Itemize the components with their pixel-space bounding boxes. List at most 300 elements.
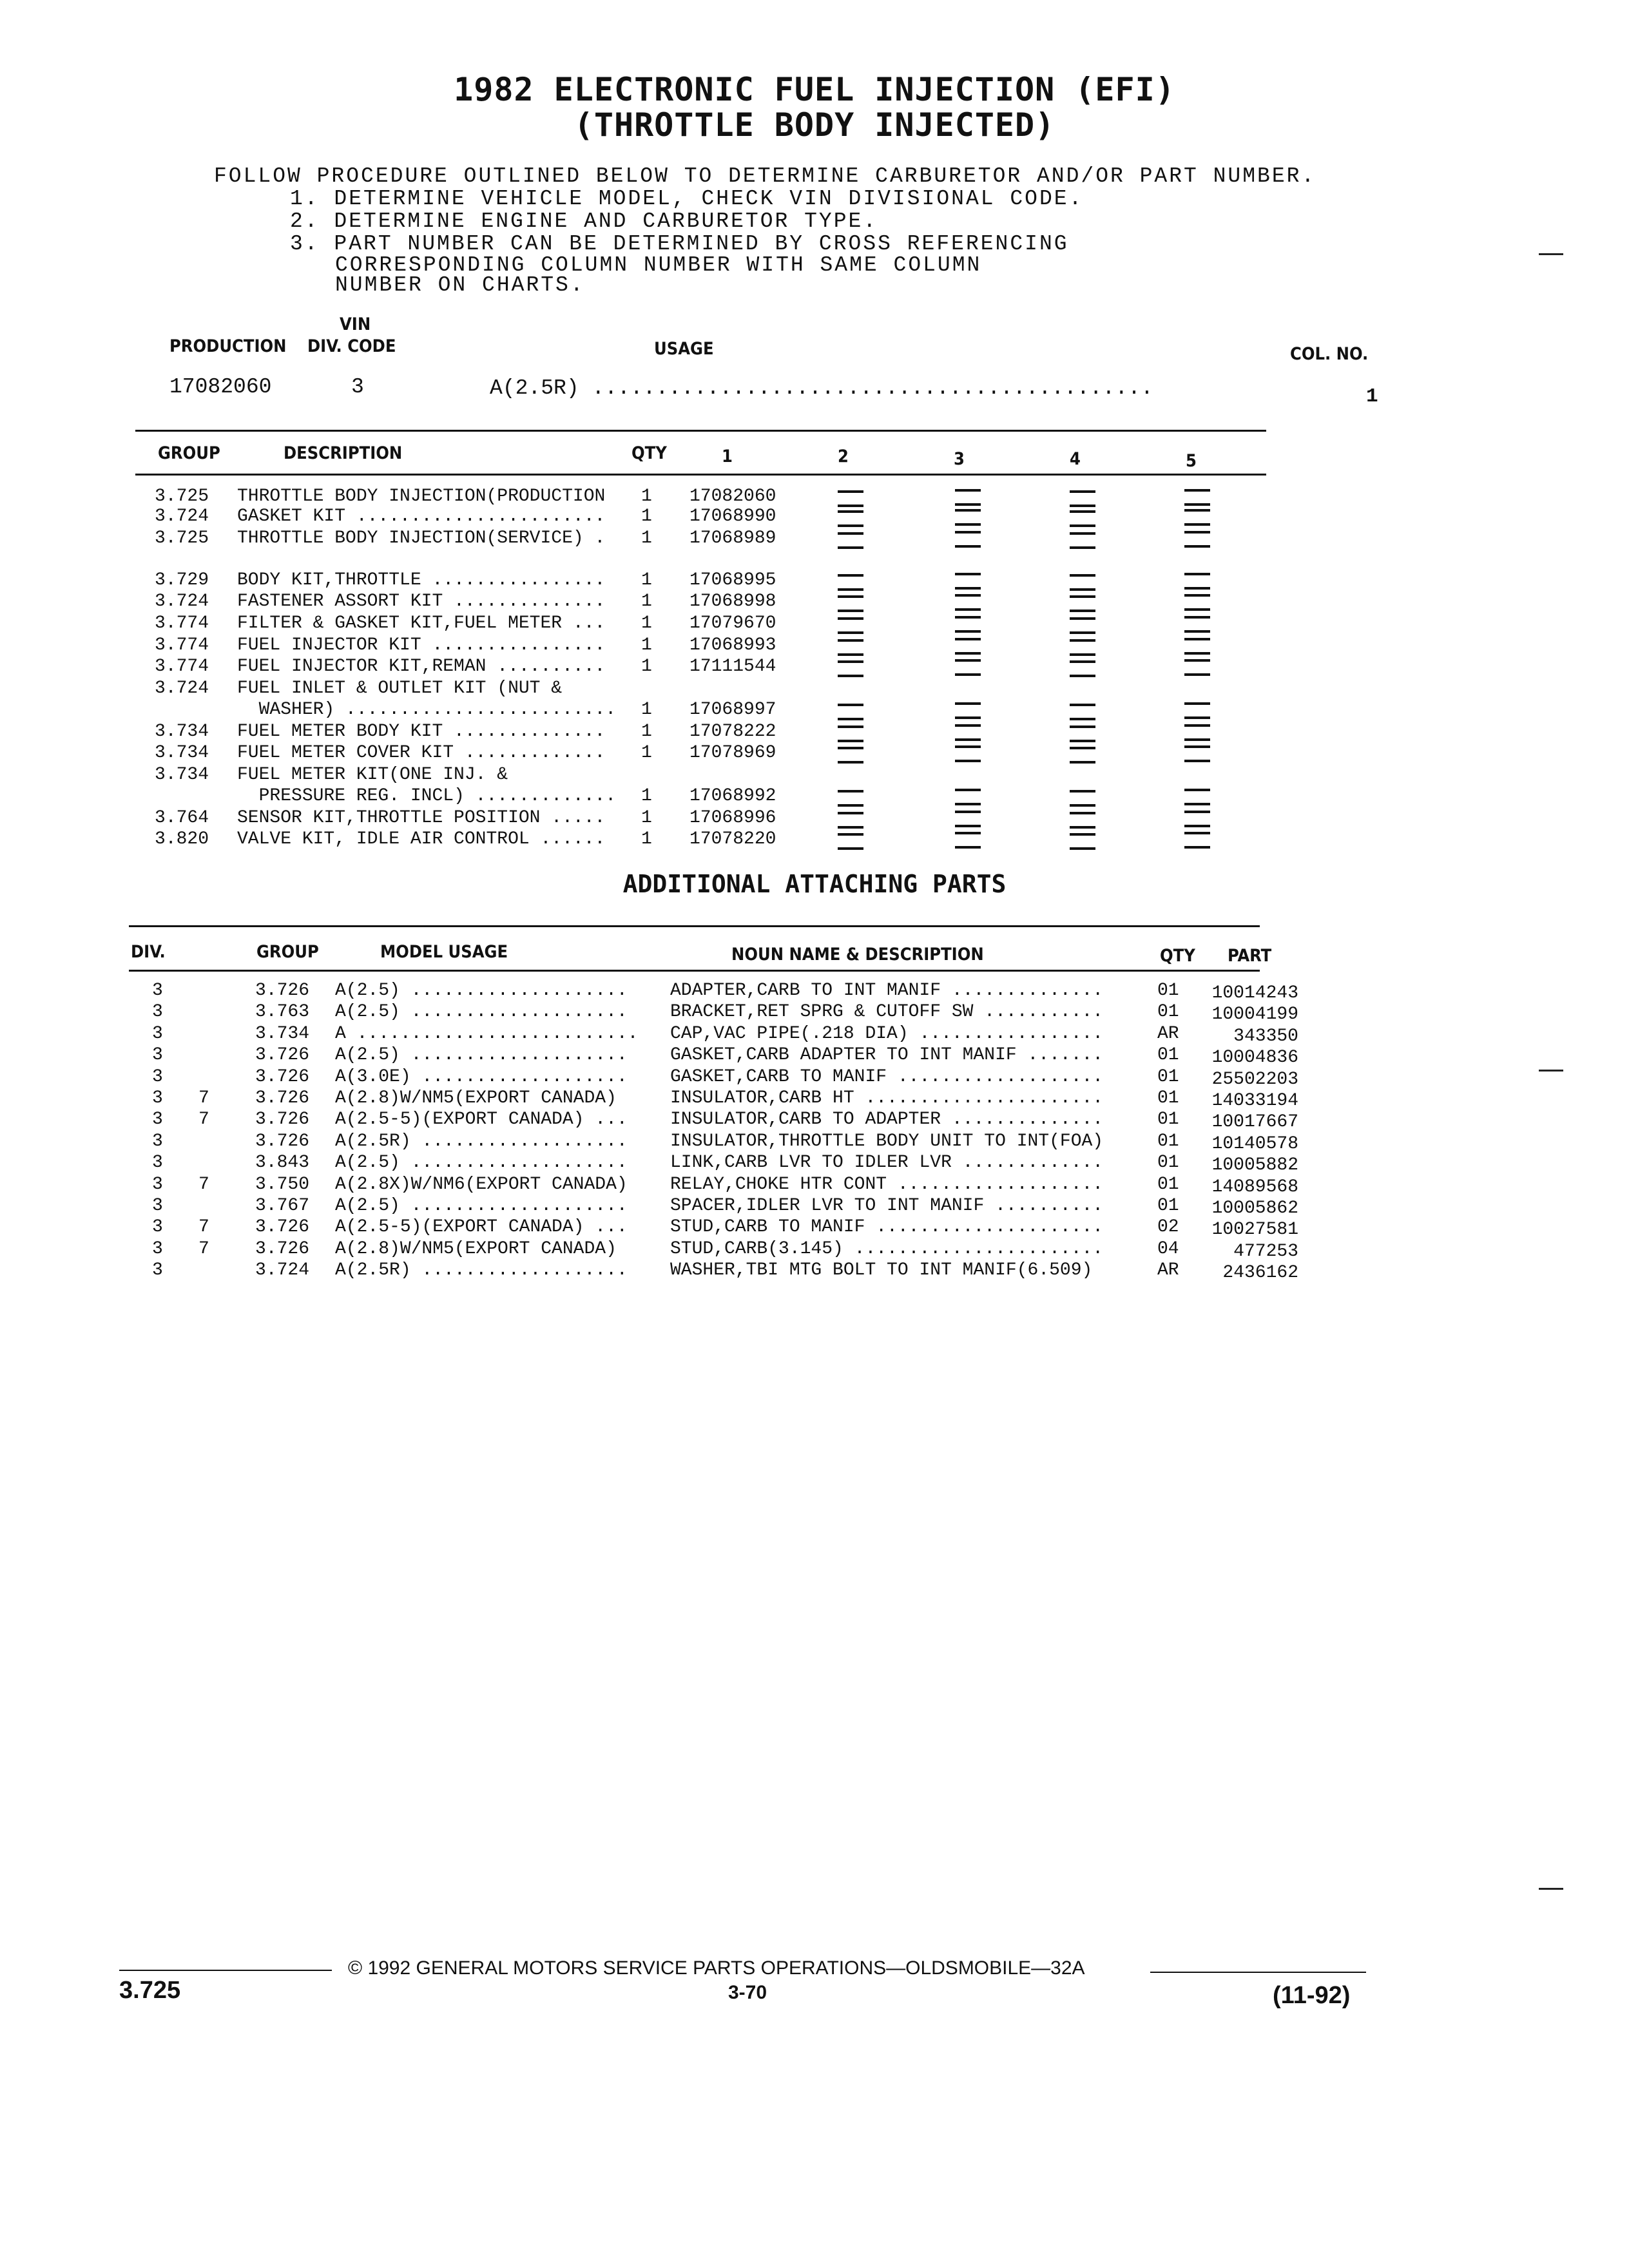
- add-part-number: 10017667: [1211, 1112, 1298, 1132]
- part-group: 3.725: [155, 528, 209, 548]
- empty-column-dash: [1070, 588, 1095, 591]
- add-group: 3.726: [255, 981, 310, 1001]
- procedure-step-1: 1. DETERMINE VEHICLE MODEL, CHECK VIN DIVISIONAL CODE.: [290, 187, 1084, 211]
- add-group: 3.843: [255, 1153, 310, 1173]
- part-number: 17068992: [689, 786, 776, 806]
- part-group: 3.774: [155, 613, 209, 633]
- empty-column-dash: [955, 825, 981, 827]
- empty-column-dash: [1184, 724, 1210, 727]
- empty-column-dash: [955, 673, 981, 676]
- empty-column-dash: [838, 726, 863, 728]
- add-div: 3: [152, 1024, 163, 1044]
- empty-column-dash: [838, 790, 863, 793]
- div-code-header: DIV. CODE: [307, 336, 396, 356]
- part-description: FUEL INJECTOR KIT,REMAN ..........: [237, 657, 606, 677]
- qty-header: QTY: [631, 443, 667, 463]
- margin-mark: [1539, 1888, 1563, 1890]
- part-qty: 1: [641, 657, 652, 677]
- empty-column-dash: [1184, 745, 1210, 748]
- empty-column-dash: [1184, 832, 1210, 834]
- page-subtitle: (THROTTLE BODY INJECTED): [574, 106, 1055, 144]
- empty-column-dash: [1184, 608, 1210, 611]
- empty-column-dash: [1184, 702, 1210, 705]
- empty-column-dash: [1184, 630, 1210, 633]
- part-number: 17079670: [689, 613, 776, 633]
- part-group: 3.729: [155, 570, 209, 590]
- add-vin-code: 7: [198, 1088, 209, 1108]
- empty-column-dash: [1070, 510, 1095, 513]
- add-noun-description: RELAY,CHOKE HTR CONT ...................: [670, 1175, 1104, 1195]
- empty-column-dash: [1184, 531, 1210, 533]
- empty-column-dash: [1070, 740, 1095, 742]
- add-group-header: GROUP: [256, 942, 319, 962]
- add-div: 3: [152, 1088, 163, 1108]
- add-group: 3.750: [255, 1175, 310, 1195]
- usage-model: A(2.5R) ............................................: [490, 376, 1153, 400]
- add-qty: 01: [1157, 1088, 1179, 1108]
- empty-column-dash: [838, 546, 863, 549]
- add-model-usage: A(2.5) ....................: [335, 1002, 628, 1022]
- part-description: FASTENER ASSORT KIT ..............: [237, 591, 606, 611]
- empty-column-dash: [1070, 704, 1095, 706]
- add-model-usage: A(3.0E) ...................: [335, 1067, 628, 1087]
- part-group: 3.724: [155, 506, 209, 526]
- add-div: 3: [152, 981, 163, 1001]
- empty-column-dash: [838, 804, 863, 807]
- add-part-number: 10004199: [1211, 1004, 1298, 1024]
- empty-column-dash: [955, 738, 981, 741]
- col-no-header: COL. NO.: [1290, 344, 1369, 364]
- empty-column-dash: [1070, 631, 1095, 634]
- part-qty: 1: [641, 808, 652, 828]
- add-model-usage: A(2.5-5)(EXPORT CANADA) ...: [335, 1110, 628, 1129]
- empty-column-dash: [838, 847, 863, 850]
- procedure-step-3-cont: CORRESPONDING COLUMN NUMBER WITH SAME COLUMN: [335, 253, 982, 277]
- add-model-usage: A(2.5) ....................: [335, 981, 628, 1001]
- part-number: 17078969: [689, 743, 776, 763]
- part-description: PRESSURE REG. INCL) .............: [237, 786, 617, 806]
- part-description: FUEL INLET & OUTLET KIT (NUT &: [237, 678, 563, 698]
- empty-column-dash: [955, 724, 981, 727]
- add-part-number: 10005882: [1211, 1155, 1298, 1175]
- empty-column-dash: [1184, 803, 1210, 805]
- part-qty: 1: [641, 486, 652, 506]
- empty-column-dash: [1184, 738, 1210, 741]
- add-div: 3: [152, 1217, 163, 1237]
- empty-column-dash: [838, 761, 863, 764]
- add-div: 3: [152, 1110, 163, 1129]
- add-div: 3: [152, 1131, 163, 1151]
- part-description: FUEL INJECTOR KIT ................: [237, 635, 606, 655]
- add-part-number: 2436162: [1222, 1263, 1298, 1283]
- add-part-number: 14089568: [1211, 1177, 1298, 1197]
- margin-mark: [1539, 1070, 1563, 1072]
- empty-column-dash: [1184, 811, 1210, 813]
- add-part-number: 343350: [1233, 1026, 1298, 1046]
- add-qty: 01: [1157, 1196, 1179, 1216]
- part-description: THROTTLE BODY INJECTION(SERVICE) .: [237, 528, 606, 548]
- revision-date: (11-92): [1273, 1982, 1351, 2009]
- add-part-number: 477253: [1233, 1242, 1298, 1262]
- group-header: GROUP: [158, 443, 220, 463]
- add-noun-description: STUD,CARB(3.145) .......................: [670, 1239, 1104, 1259]
- empty-column-dash: [1184, 503, 1210, 506]
- part-description: WASHER) .........................: [237, 700, 617, 720]
- empty-column-dash: [838, 718, 863, 720]
- add-div: 3: [152, 1067, 163, 1087]
- empty-column-dash: [1184, 638, 1210, 640]
- part-number: 17068989: [689, 528, 776, 548]
- empty-column-dash: [838, 505, 863, 507]
- add-group: 3.726: [255, 1110, 310, 1129]
- empty-column-dash: [1070, 826, 1095, 829]
- add-model-usage: A(2.5) ....................: [335, 1153, 628, 1173]
- empty-column-dash: [838, 675, 863, 677]
- part-description: FUEL METER KIT(ONE INJ. &: [237, 765, 508, 785]
- parts-top-rule: [135, 430, 1266, 432]
- add-vin-code: 7: [198, 1217, 209, 1237]
- add-vin-code: 7: [198, 1175, 209, 1195]
- usage-div-code: 3: [351, 375, 364, 399]
- part-group: 3.734: [155, 743, 209, 763]
- add-div: 3: [152, 1045, 163, 1065]
- add-group: 3.767: [255, 1196, 310, 1216]
- empty-column-dash: [1070, 546, 1095, 549]
- add-group: 3.726: [255, 1045, 310, 1065]
- procedure-intro: FOLLOW PROCEDURE OUTLINED BELOW TO DETERMINE CARBURETOR AND/OR PART NUMBER.: [214, 164, 1316, 188]
- noun-header: NOUN NAME & DESCRIPTION: [731, 945, 984, 965]
- empty-column-dash: [955, 789, 981, 791]
- part-number: 17111544: [689, 657, 776, 677]
- col-3-header: 3: [954, 449, 965, 469]
- part-header: PART: [1228, 946, 1272, 966]
- add-group: 3.726: [255, 1217, 310, 1237]
- part-number: 17082060: [689, 486, 776, 506]
- empty-column-dash: [1184, 652, 1210, 655]
- empty-column-dash: [1184, 489, 1210, 492]
- footer-rule-right: [1150, 1972, 1366, 1973]
- add-noun-description: LINK,CARB LVR TO IDLER LVR .............: [670, 1153, 1104, 1173]
- add-div: 3: [152, 1153, 163, 1173]
- empty-column-dash: [955, 652, 981, 655]
- empty-column-dash: [838, 704, 863, 706]
- empty-column-dash: [838, 833, 863, 836]
- add-group: 3.734: [255, 1024, 310, 1044]
- add-noun-description: BRACKET,RET SPRG & CUTOFF SW ...........: [670, 1002, 1104, 1022]
- empty-column-dash: [1070, 804, 1095, 807]
- empty-column-dash: [1184, 594, 1210, 597]
- empty-column-dash: [838, 812, 863, 814]
- part-group: 3.734: [155, 765, 209, 785]
- part-number: 17068997: [689, 700, 776, 720]
- part-qty: 1: [641, 528, 652, 548]
- page-title: 1982 ELECTRONIC FUEL INJECTION (EFI): [454, 71, 1175, 108]
- empty-column-dash: [955, 659, 981, 662]
- add-noun-description: GASKET,CARB TO MANIF ...................: [670, 1067, 1104, 1087]
- empty-column-dash: [1184, 760, 1210, 762]
- add-part-number: 25502203: [1211, 1070, 1298, 1090]
- add-noun-description: INSULATOR,CARB HT ......................: [670, 1088, 1104, 1108]
- add-vin-code: 7: [198, 1110, 209, 1129]
- add-model-usage: A(2.5R) ...................: [335, 1260, 628, 1280]
- add-noun-description: SPACER,IDLER LVR TO INT MANIF ..........: [670, 1196, 1104, 1216]
- empty-column-dash: [1184, 659, 1210, 662]
- empty-column-dash: [955, 846, 981, 849]
- empty-column-dash: [838, 610, 863, 612]
- empty-column-dash: [1070, 726, 1095, 728]
- add-group: 3.726: [255, 1131, 310, 1151]
- empty-column-dash: [1070, 847, 1095, 850]
- add-div: 3: [152, 1239, 163, 1259]
- col-1-header: 1: [722, 447, 733, 466]
- part-qty: 1: [641, 722, 652, 742]
- empty-column-dash: [1070, 718, 1095, 720]
- empty-column-dash: [955, 630, 981, 633]
- part-qty: 1: [641, 743, 652, 763]
- empty-column-dash: [955, 503, 981, 506]
- add-qty: 01: [1157, 1131, 1179, 1151]
- add-qty: AR: [1157, 1024, 1179, 1044]
- part-qty: 1: [641, 829, 652, 849]
- empty-column-dash: [838, 740, 863, 742]
- empty-column-dash: [1070, 610, 1095, 612]
- part-group: 3.725: [155, 486, 209, 506]
- empty-column-dash: [955, 587, 981, 590]
- part-group: 3.734: [155, 722, 209, 742]
- part-number: 17068996: [689, 808, 776, 828]
- empty-column-dash: [955, 616, 981, 619]
- empty-column-dash: [1070, 812, 1095, 814]
- empty-column-dash: [955, 531, 981, 533]
- empty-column-dash: [1184, 545, 1210, 548]
- part-qty: 1: [641, 786, 652, 806]
- empty-column-dash: [838, 826, 863, 829]
- empty-column-dash: [838, 574, 863, 577]
- empty-column-dash: [955, 803, 981, 805]
- add-group: 3.724: [255, 1260, 310, 1280]
- empty-column-dash: [955, 760, 981, 762]
- empty-column-dash: [1070, 761, 1095, 764]
- parts-header-rule: [135, 474, 1266, 476]
- empty-column-dash: [955, 573, 981, 575]
- part-number: 17068993: [689, 635, 776, 655]
- procedure-step-2: 2. DETERMINE ENGINE AND CARBURETOR TYPE.: [290, 209, 878, 233]
- empty-column-dash: [955, 608, 981, 611]
- description-header: DESCRIPTION: [284, 443, 403, 463]
- part-group: 3.774: [155, 657, 209, 677]
- add-model-usage: A(2.8)W/NM5(EXPORT CANADA): [335, 1239, 617, 1259]
- section-number: 3.725: [119, 1977, 181, 2004]
- add-vin-code: 7: [198, 1239, 209, 1259]
- additional-parts-title: ADDITIONAL ATTACHING PARTS: [622, 870, 1007, 898]
- add-qty: 04: [1157, 1239, 1179, 1259]
- empty-column-dash: [838, 532, 863, 535]
- add-group: 3.726: [255, 1088, 310, 1108]
- add-noun-description: INSULATOR,CARB TO ADAPTER ..............: [670, 1110, 1104, 1129]
- add-part-number: 10027581: [1211, 1220, 1298, 1240]
- empty-column-dash: [1184, 716, 1210, 719]
- add-noun-description: CAP,VAC PIPE(.218 DIA) .................: [670, 1024, 1104, 1044]
- empty-column-dash: [955, 509, 981, 512]
- add-part-number: 10014243: [1211, 983, 1298, 1003]
- empty-column-dash: [955, 594, 981, 597]
- part-qty: 1: [641, 613, 652, 633]
- empty-column-dash: [838, 747, 863, 749]
- add-qty: 01: [1157, 1153, 1179, 1173]
- add-noun-description: ADAPTER,CARB TO INT MANIF ..............: [670, 981, 1104, 1001]
- empty-column-dash: [1070, 833, 1095, 836]
- part-group: 3.764: [155, 808, 209, 828]
- part-qty: 1: [641, 700, 652, 720]
- empty-column-dash: [1070, 653, 1095, 656]
- empty-column-dash: [955, 523, 981, 526]
- add-noun-description: GASKET,CARB ADAPTER TO INT MANIF .......: [670, 1045, 1104, 1065]
- add-model-usage: A(2.8X)W/NM6(EXPORT CANADA): [335, 1175, 628, 1195]
- empty-column-dash: [955, 638, 981, 640]
- empty-column-dash: [1184, 616, 1210, 619]
- add-div: 3: [152, 1260, 163, 1280]
- empty-column-dash: [1070, 574, 1095, 577]
- part-description: SENSOR KIT,THROTTLE POSITION .....: [237, 808, 606, 828]
- part-number: 17068995: [689, 570, 776, 590]
- model-usage-header: MODEL USAGE: [380, 942, 508, 962]
- add-group: 3.726: [255, 1067, 310, 1087]
- add-qty: AR: [1157, 1260, 1179, 1280]
- empty-column-dash: [955, 745, 981, 748]
- part-group: 3.820: [155, 829, 209, 849]
- additional-top-rule: [129, 925, 1260, 927]
- empty-column-dash: [1070, 660, 1095, 663]
- part-group: 3.724: [155, 678, 209, 698]
- add-qty: 01: [1157, 1045, 1179, 1065]
- empty-column-dash: [955, 716, 981, 719]
- empty-column-dash: [1070, 532, 1095, 535]
- part-description: GASKET KIT .......................: [237, 506, 606, 526]
- vin-label: VIN: [340, 314, 371, 334]
- empty-column-dash: [838, 510, 863, 513]
- empty-column-dash: [1184, 825, 1210, 827]
- production-header: PRODUCTION: [169, 336, 287, 356]
- empty-column-dash: [1184, 789, 1210, 791]
- add-noun-description: INSULATOR,THROTTLE BODY UNIT TO INT(FOA): [670, 1131, 1104, 1151]
- part-qty: 1: [641, 635, 652, 655]
- empty-column-dash: [1070, 675, 1095, 677]
- add-group: 3.726: [255, 1239, 310, 1259]
- empty-column-dash: [838, 490, 863, 493]
- empty-column-dash: [955, 832, 981, 834]
- usage-col-number: 1: [1366, 385, 1378, 408]
- part-description: FUEL METER COVER KIT .............: [237, 743, 606, 763]
- add-qty: 01: [1157, 1110, 1179, 1129]
- margin-mark: [1539, 253, 1563, 255]
- empty-column-dash: [1070, 790, 1095, 793]
- empty-column-dash: [1184, 509, 1210, 512]
- usage-production-number: 17082060: [169, 375, 272, 399]
- part-group: 3.774: [155, 635, 209, 655]
- empty-column-dash: [1184, 587, 1210, 590]
- empty-column-dash: [1184, 573, 1210, 575]
- col-2-header: 2: [838, 447, 849, 466]
- add-qty: 01: [1157, 981, 1179, 1001]
- procedure-step-3: 3. PART NUMBER CAN BE DETERMINED BY CROSS REFERENCING: [290, 232, 1069, 256]
- part-qty: 1: [641, 570, 652, 590]
- empty-column-dash: [1070, 595, 1095, 598]
- empty-column-dash: [838, 631, 863, 634]
- empty-column-dash: [1070, 747, 1095, 749]
- part-group: 3.724: [155, 591, 209, 611]
- empty-column-dash: [1070, 639, 1095, 642]
- empty-column-dash: [838, 660, 863, 663]
- part-qty: 1: [641, 591, 652, 611]
- add-model-usage: A(2.8)W/NM5(EXPORT CANADA): [335, 1088, 617, 1108]
- empty-column-dash: [838, 639, 863, 642]
- empty-column-dash: [1184, 673, 1210, 676]
- add-qty: 01: [1157, 1002, 1179, 1022]
- part-description: FILTER & GASKET KIT,FUEL METER ...: [237, 613, 606, 633]
- empty-column-dash: [955, 545, 981, 548]
- empty-column-dash: [955, 702, 981, 705]
- add-qty: 01: [1157, 1067, 1179, 1087]
- part-description: VALVE KIT, IDLE AIR CONTROL ......: [237, 829, 606, 849]
- empty-column-dash: [1184, 846, 1210, 849]
- add-group: 3.763: [255, 1002, 310, 1022]
- page-number: 3-70: [728, 1982, 767, 2003]
- part-description: FUEL METER BODY KIT ..............: [237, 722, 606, 742]
- usage-header: USAGE: [654, 339, 714, 359]
- col-5-header: 5: [1186, 451, 1197, 471]
- empty-column-dash: [838, 595, 863, 598]
- add-qty: 01: [1157, 1175, 1179, 1195]
- add-qty: 02: [1157, 1217, 1179, 1237]
- empty-column-dash: [838, 653, 863, 656]
- empty-column-dash: [838, 588, 863, 591]
- part-qty: 1: [641, 506, 652, 526]
- add-part-number: 10005862: [1211, 1198, 1298, 1218]
- add-qty-header: QTY: [1160, 946, 1195, 966]
- add-div: 3: [152, 1002, 163, 1022]
- procedure-step-3-cont: NUMBER ON CHARTS.: [335, 273, 585, 297]
- add-noun-description: STUD,CARB TO MANIF .....................: [670, 1217, 1104, 1237]
- add-model-usage: A(2.5R) ...................: [335, 1131, 628, 1151]
- part-number: 17068990: [689, 506, 776, 526]
- add-model-usage: A(2.5) ....................: [335, 1045, 628, 1065]
- col-4-header: 4: [1070, 449, 1081, 469]
- footer-rule-left: [119, 1970, 332, 1971]
- add-model-usage: A ..........................: [335, 1024, 639, 1044]
- add-part-number: 10004836: [1211, 1048, 1298, 1068]
- empty-column-dash: [1070, 505, 1095, 507]
- part-number: 17078222: [689, 722, 776, 742]
- part-description: BODY KIT,THROTTLE ................: [237, 570, 606, 590]
- part-number: 17068998: [689, 591, 776, 611]
- empty-column-dash: [1070, 524, 1095, 527]
- empty-column-dash: [1184, 523, 1210, 526]
- div-header: DIV.: [131, 942, 166, 962]
- empty-column-dash: [955, 811, 981, 813]
- empty-column-dash: [838, 617, 863, 620]
- copyright-line: © 1992 GENERAL MOTORS SERVICE PARTS OPERATIONS—OLDSMOBILE—32A: [348, 1957, 1085, 1979]
- additional-header-rule: [129, 970, 1260, 972]
- add-part-number: 10140578: [1211, 1134, 1298, 1154]
- empty-column-dash: [955, 489, 981, 492]
- part-number: 17078220: [689, 829, 776, 849]
- empty-column-dash: [1070, 617, 1095, 620]
- add-model-usage: A(2.5-5)(EXPORT CANADA) ...: [335, 1217, 628, 1237]
- empty-column-dash: [838, 524, 863, 527]
- add-model-usage: A(2.5) ....................: [335, 1196, 628, 1216]
- empty-column-dash: [1070, 490, 1095, 493]
- add-div: 3: [152, 1175, 163, 1195]
